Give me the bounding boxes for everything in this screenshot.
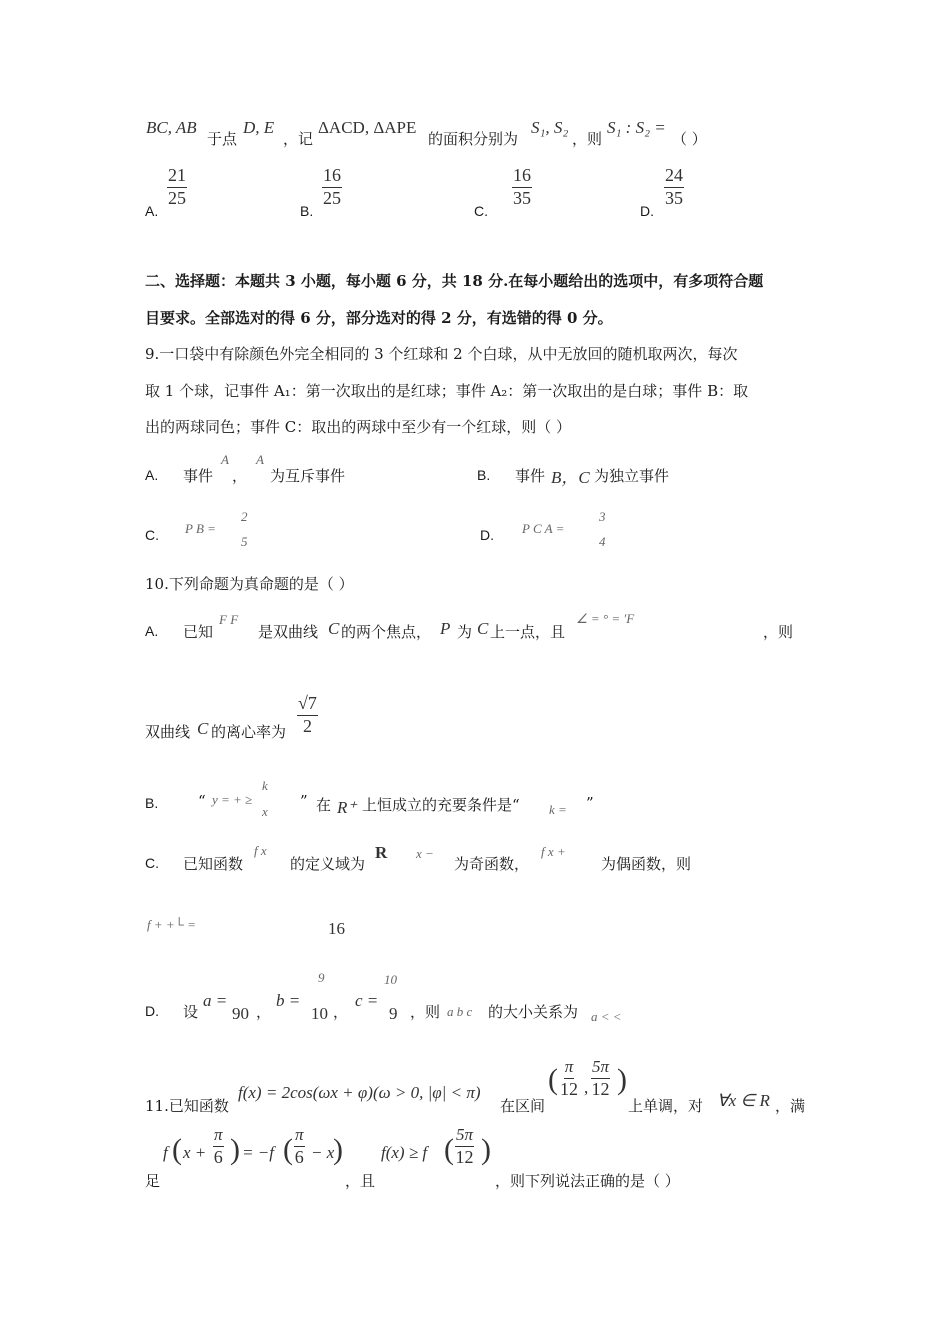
- q10-option-a-foci: F F: [219, 612, 239, 627]
- section-2-line-2: 目要求。全部选对的得 6 分，部分选对的得 2 分，有选错的得 0 分。: [145, 309, 613, 327]
- q9-option-b-text: 事件: [515, 467, 546, 485]
- q9-option-a-text-2: 为互斥事件: [270, 467, 346, 485]
- q11-function: f(x) = 2cos(ωx + φ)(ω > 0, |φ| < π): [238, 1083, 481, 1102]
- q9-option-a-math-1: A: [221, 452, 229, 467]
- q10-option-b-quote-open: “: [198, 792, 206, 810]
- q10-option-d-relation: a < <: [591, 1009, 622, 1024]
- q11-line-2-paren-open-3: (: [444, 1133, 454, 1166]
- q8-answer-paren: （ ）: [672, 130, 707, 148]
- q10-option-d-c-den: 9: [389, 1004, 398, 1023]
- q8-math-triangles: ΔACD, ΔAPE: [318, 118, 417, 137]
- q10-option-b-math: y = + ≥: [212, 792, 253, 807]
- q9-option-c-math: P B =: [185, 521, 216, 536]
- q10-option-d-text-3: 的大小关系为: [488, 1003, 579, 1021]
- q9-option-a-comma: ，: [232, 467, 248, 485]
- q8-option-b-fraction: $\frac{16}{25}$: [323, 165, 341, 208]
- q8-option-a-fraction: $\frac{21}{25}$: [168, 165, 186, 208]
- q11-line-2-text-2: ，且: [345, 1172, 376, 1190]
- q10-option-a-text: ，则: [763, 623, 794, 641]
- q11-text-4: ，满: [775, 1097, 806, 1115]
- q11-line-2-text: 足: [145, 1172, 161, 1190]
- q8-option-c-label: C.: [474, 203, 488, 219]
- q11-interval-close: ): [617, 1063, 627, 1096]
- section-2-line-1: 二、选择题：本题共 3 小题，每小题 6 分，共 18 分.在每小题给出的选项中，有多项符合题: [145, 272, 764, 290]
- q9-option-a-text: 事件: [183, 467, 214, 485]
- q9-option-c-label: C.: [145, 527, 159, 543]
- q11-interval-right: $\frac{5\pi}{12}$: [591, 1057, 610, 1099]
- q8-math-s1s2: S₁, S₂: [531, 118, 569, 137]
- q11-interval-left: $\frac{\pi}{12}$: [560, 1057, 578, 1099]
- q11-line-2-minus-x: − x: [311, 1143, 335, 1162]
- q10-option-d-comma: ，: [256, 1003, 272, 1021]
- q10-option-c-text: 已知函数: [183, 855, 244, 873]
- q11-line-2-paren-close: ): [230, 1133, 240, 1166]
- q10-option-c-text-4: 为偶函数，则: [601, 855, 692, 873]
- q8-option-d-fraction: $\frac{24}{35}$: [665, 165, 683, 208]
- q10-option-a-c2: C: [477, 619, 489, 638]
- q10-option-d-text-2: ，则: [410, 1003, 441, 1021]
- q8-math-ratio: S₁ : S₂ =: [607, 118, 666, 137]
- q10-title: 10.下列命题为真命题的是（ ）: [145, 575, 354, 593]
- q8-text: ，则: [572, 130, 603, 148]
- q10-option-a-text: 的两个焦点，: [341, 623, 432, 641]
- q11-interval-sep: ,: [584, 1078, 589, 1097]
- q10-option-a-line-2: 双曲线: [145, 723, 191, 741]
- q8-math-bc-ab: BC, AB: [146, 118, 197, 137]
- q11-line-2-frac-1: $\frac{\pi}{6}$: [213, 1125, 223, 1167]
- q10-option-d-a: a =: [203, 991, 228, 1010]
- q10-option-b-text-3: ”: [586, 794, 594, 812]
- q11-line-2-paren-close-3: ): [481, 1133, 491, 1166]
- q10-option-b-label: B.: [145, 795, 159, 811]
- q9-option-a-math-2: A: [256, 452, 264, 467]
- q10-option-d-abc: a b c: [447, 1004, 473, 1019]
- q10-option-a-line-2-text: 的离心率为: [211, 723, 287, 741]
- q9-stem-line-3: 出的两球同色；事件 C：取出的两球中至少有一个红球，则（ ）: [145, 418, 572, 436]
- q10-option-b-k: k =: [549, 802, 567, 817]
- q10-option-a-label: A.: [145, 623, 159, 639]
- q9-option-c-den: 5: [241, 534, 248, 549]
- q10-option-c-fx: f x: [254, 843, 267, 858]
- q10-option-a-text: 为: [457, 623, 473, 641]
- q10-option-d-b: b =: [276, 991, 301, 1010]
- q10-option-a-c: C: [328, 619, 340, 638]
- q11-text-2: 在区间: [500, 1097, 546, 1115]
- q8-option-d-label: D.: [640, 203, 654, 219]
- q11-line-2-x-plus: x +: [183, 1143, 207, 1162]
- q10-option-c-label: C.: [145, 855, 159, 871]
- q11-line-2-frac-3: $\frac{5\pi}{12}$: [455, 1125, 474, 1167]
- q9-stem-line-1: 9.一口袋中有除颜色外完全相同的 3 个红球和 2 个白球，从中无放回的随机取两次，每次: [145, 345, 738, 363]
- q8-text: 于点: [207, 130, 238, 148]
- q10-option-a-condition: ∠ = ° = ′F: [576, 611, 635, 626]
- q10-option-d-comma-2: ，: [333, 1003, 349, 1021]
- q11-interval-open: (: [548, 1063, 558, 1096]
- q10-option-d-b-den: 10: [311, 1004, 328, 1023]
- q8-option-b-label: B.: [300, 203, 314, 219]
- q9-option-a-label: A.: [145, 467, 159, 483]
- q8-text: ，记: [283, 130, 314, 148]
- q10-option-b-text: 在: [316, 796, 332, 814]
- q10-option-c-line-2-value: 16: [328, 919, 345, 938]
- q10-option-d-a-den: 90: [232, 1004, 249, 1023]
- q10-option-c-text-2: 的定义域为: [290, 855, 366, 873]
- q11-line-2-ineq: f(x) ≥ f: [381, 1143, 428, 1162]
- q9-option-b-text-2: 为独立事件: [594, 467, 670, 485]
- q10-option-b-sub: x: [262, 804, 268, 819]
- q9-option-c-num: 2: [241, 509, 248, 524]
- q8-option-c-fraction: $\frac{16}{35}$: [513, 165, 531, 208]
- q11-line-2-paren-open: (: [172, 1133, 182, 1166]
- q9-option-d-label: D.: [480, 527, 494, 543]
- q10-option-a-text: 上一点，且: [490, 623, 566, 641]
- q10-option-d-c-sup: 10: [384, 972, 397, 987]
- q11-line-2-paren-open-2: (: [283, 1133, 293, 1166]
- q11-text-3: 上单调，对: [628, 1097, 704, 1115]
- q10-option-b-rplus: R⁺: [337, 798, 357, 817]
- q10-option-a-text: 已知: [183, 623, 214, 641]
- q9-option-d-den: 4: [599, 534, 606, 549]
- q9-option-b-math: B，C: [551, 468, 590, 487]
- q8-math-de: D, E: [243, 118, 275, 137]
- q8-option-a-label: A.: [145, 203, 159, 219]
- q10-option-a-eccentricity: $\frac{√7}{2}$: [298, 693, 317, 736]
- q11-line-2-f: f: [163, 1143, 168, 1162]
- q11-line-2-neg-f: = −f: [242, 1143, 274, 1162]
- q10-option-a-line-2-c: C: [197, 719, 209, 738]
- q10-option-b-quote-close: ”: [300, 792, 308, 810]
- q10-option-c-r: R: [375, 843, 388, 862]
- q11-line-2-text-3: ，则下列说法正确的是（ ）: [495, 1172, 680, 1190]
- q10-option-c-expr-1: x −: [416, 846, 434, 861]
- q9-stem-line-2: 取 1 个球，记事件 A₁：第一次取出的是红球；事件 A₂：第一次取出的是白球；事件 B：取: [145, 382, 749, 400]
- q10-option-b-sup: k: [262, 778, 268, 793]
- q8-text: 的面积分别为: [428, 130, 519, 148]
- q9-option-b-label: B.: [477, 467, 491, 483]
- q11-line-2-paren-close-2: ): [333, 1133, 343, 1166]
- q10-option-b-text-2: 上恒成立的充要条件是“: [362, 796, 520, 814]
- q10-option-d-c: c =: [355, 991, 379, 1010]
- q9-option-d-math: P C A =: [522, 521, 565, 536]
- q10-option-c-text-3: 为奇函数，: [454, 855, 530, 873]
- q10-option-a-text: 是双曲线: [258, 623, 319, 641]
- q10-option-c-expr-2: f x +: [541, 844, 566, 859]
- q11-forall: ∀x ∈ R: [717, 1091, 770, 1110]
- q11-line-2-frac-2: $\frac{\pi}{6}$: [294, 1125, 304, 1167]
- q10-option-a-p: P: [440, 619, 451, 638]
- q10-option-d-text: 设: [183, 1003, 199, 1021]
- q10-option-d-b-sup: 9: [318, 970, 325, 985]
- q10-option-d-label: D.: [145, 1003, 159, 1019]
- q9-option-d-num: 3: [599, 509, 606, 524]
- q11-text: 11.已知函数: [145, 1097, 229, 1115]
- q10-option-c-line-2-expr: f + +└ =: [147, 917, 196, 932]
